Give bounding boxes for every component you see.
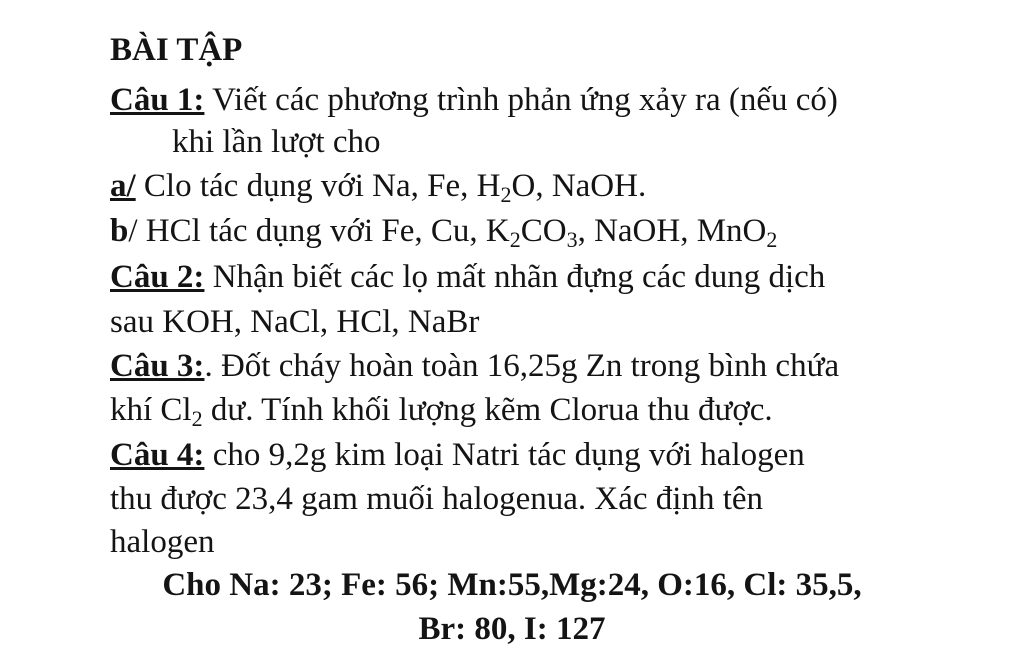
question-4-line-1 <box>110 435 805 475</box>
question-2-line-2: sau KOH, NaCl, HCl, NaBr <box>110 304 480 340</box>
page-title: BÀI TẬP <box>110 32 243 68</box>
question-4-line-2: thu được 23,4 gam muối halogenua. Xác định tên <box>110 481 764 517</box>
given-masses-line-1: Cho Na: 23; Fe: 56; Mn:55,Mg:24, O:16, Cl: 35,5, <box>162 567 862 603</box>
question-1b-text: / HCl tác dụng với Fe, Cu, K <box>128 213 510 249</box>
question-3-text: . Đốt cháy hoàn toàn 16,25g Zn trong bình chứa <box>204 348 840 384</box>
subscript: 2 <box>500 182 512 207</box>
question-3-label: Câu 3: <box>110 348 205 384</box>
subscript: 2 <box>509 227 521 252</box>
question-3-line-1 <box>110 346 839 386</box>
question-3-line-2 <box>110 390 773 430</box>
question-2-text: Nhận biết các lọ mất nhãn đựng các dung dịch <box>204 259 826 295</box>
subscript: 2 <box>766 227 778 252</box>
question-1-text: Viết các phương trình phản ứng xảy ra (nếu có) <box>204 82 838 118</box>
question-1-line-2: khi lần lượt cho <box>172 124 381 160</box>
question-3-text-3: dư. Tính khối lượng kẽm Clorua thu được. <box>202 392 773 428</box>
question-4-label: Câu 4: <box>110 437 205 473</box>
question-2-label: Câu 2: <box>110 259 205 295</box>
question-1b <box>110 211 777 251</box>
question-4-line-3: halogen <box>110 524 215 560</box>
subscript: 2 <box>191 406 203 431</box>
question-3-text-2: khí Cl <box>110 392 192 428</box>
question-1b-label: b <box>110 213 129 249</box>
question-1a <box>110 166 646 206</box>
question-1-line-1 <box>110 80 838 120</box>
given-masses-line-2: Br: 80, I: 127 <box>418 611 606 647</box>
question-1a-text: Clo tác dụng với Na, Fe, H <box>135 168 501 204</box>
question-1a-label: a/ <box>110 168 136 204</box>
question-1b-text-3: , NaOH, MnO <box>577 213 767 249</box>
question-1-label: Câu 1: <box>110 82 205 118</box>
question-2-line-1 <box>110 257 825 297</box>
subscript: 3 <box>566 227 578 252</box>
question-4-text: cho 9,2g kim loại Natri tác dụng với halogen <box>204 437 805 473</box>
question-1b-text-2: CO <box>520 213 567 249</box>
question-1a-text-end: O, NaOH. <box>511 168 647 204</box>
